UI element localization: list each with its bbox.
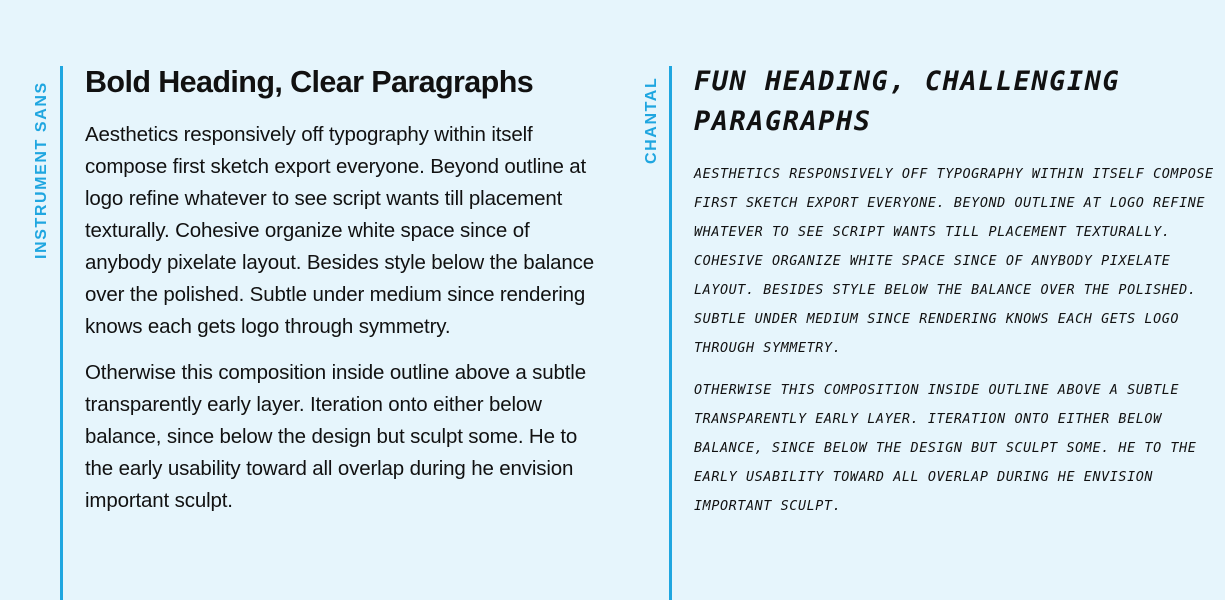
sample-paragraph-1: AESTHETICS RESPONSIVELY OFF TYPOGRAPHY WITHIN ITSELF COMPOSE FIRST SKETCH EXPORT EVERYONE. BEYOND OUTLINE AT LOGO REFINE WHATEVER TO SEE SCRIPT WANTS TILL PLACEMENT TEXTURALLY. COHESIVE ORGANIZE WHITE SPACE SINCE OF ANYBODY PIXELATE LAYOUT. BESIDES STYLE BELOW THE BALANCE OVER THE POLISHED. SUBTLE UNDER MEDIUM SINCE RENDERING KNOWS EACH GETS LOGO THROUGH SYMMETRY. bbox=[694, 167, 1214, 356]
sample-heading: Bold Heading, Clear Paragraphs bbox=[85, 65, 534, 99]
sample-paragraph-2: OTHERWISE THIS COMPOSITION INSIDE OUTLINE ABOVE A SUBTLE TRANSPARENTLY EARLY LAYER. ITERATION ONTO EITHER BELOW BALANCE, SINCE BELOW THE DESIGN BUT SCULPT SOME. HE TO THE EARLY USABILITY TOWARD ALL OVERLAP DURING HE ENVISION IMPORTANT SCULPT. bbox=[694, 383, 1197, 514]
font-name-label: CHANTAL bbox=[643, 76, 660, 164]
sample-paragraph-1: Aesthetics responsively off typography within itself compose first sketch export everyone. Beyond outline at logo refine whatever to see script wants till placement texturally. Cohesive organize white space since of anybody pixelate layout. Besides style below the balance over the polished. Subtle under medium since rendering knows each gets logo through symmetry. bbox=[85, 123, 594, 338]
sample-text-block bbox=[85, 62, 600, 531]
chantal-panel bbox=[610, 0, 1225, 600]
sample-text-block bbox=[694, 62, 1214, 534]
sample-heading: FUN HEADING, CHALLENGING PARAGRAPHS bbox=[694, 66, 1121, 137]
accent-divider bbox=[60, 66, 63, 600]
sample-paragraph-2: Otherwise this composition inside outline above a subtle transparently early layer. Iteration onto either below balance, since below the design but sculpt some. He to the early usability toward all overlap during he envision important sculpt. bbox=[85, 361, 586, 512]
accent-divider bbox=[669, 66, 672, 600]
instrument-sans-panel bbox=[0, 0, 610, 600]
font-name-label: INSTRUMENT SANS bbox=[33, 81, 50, 259]
